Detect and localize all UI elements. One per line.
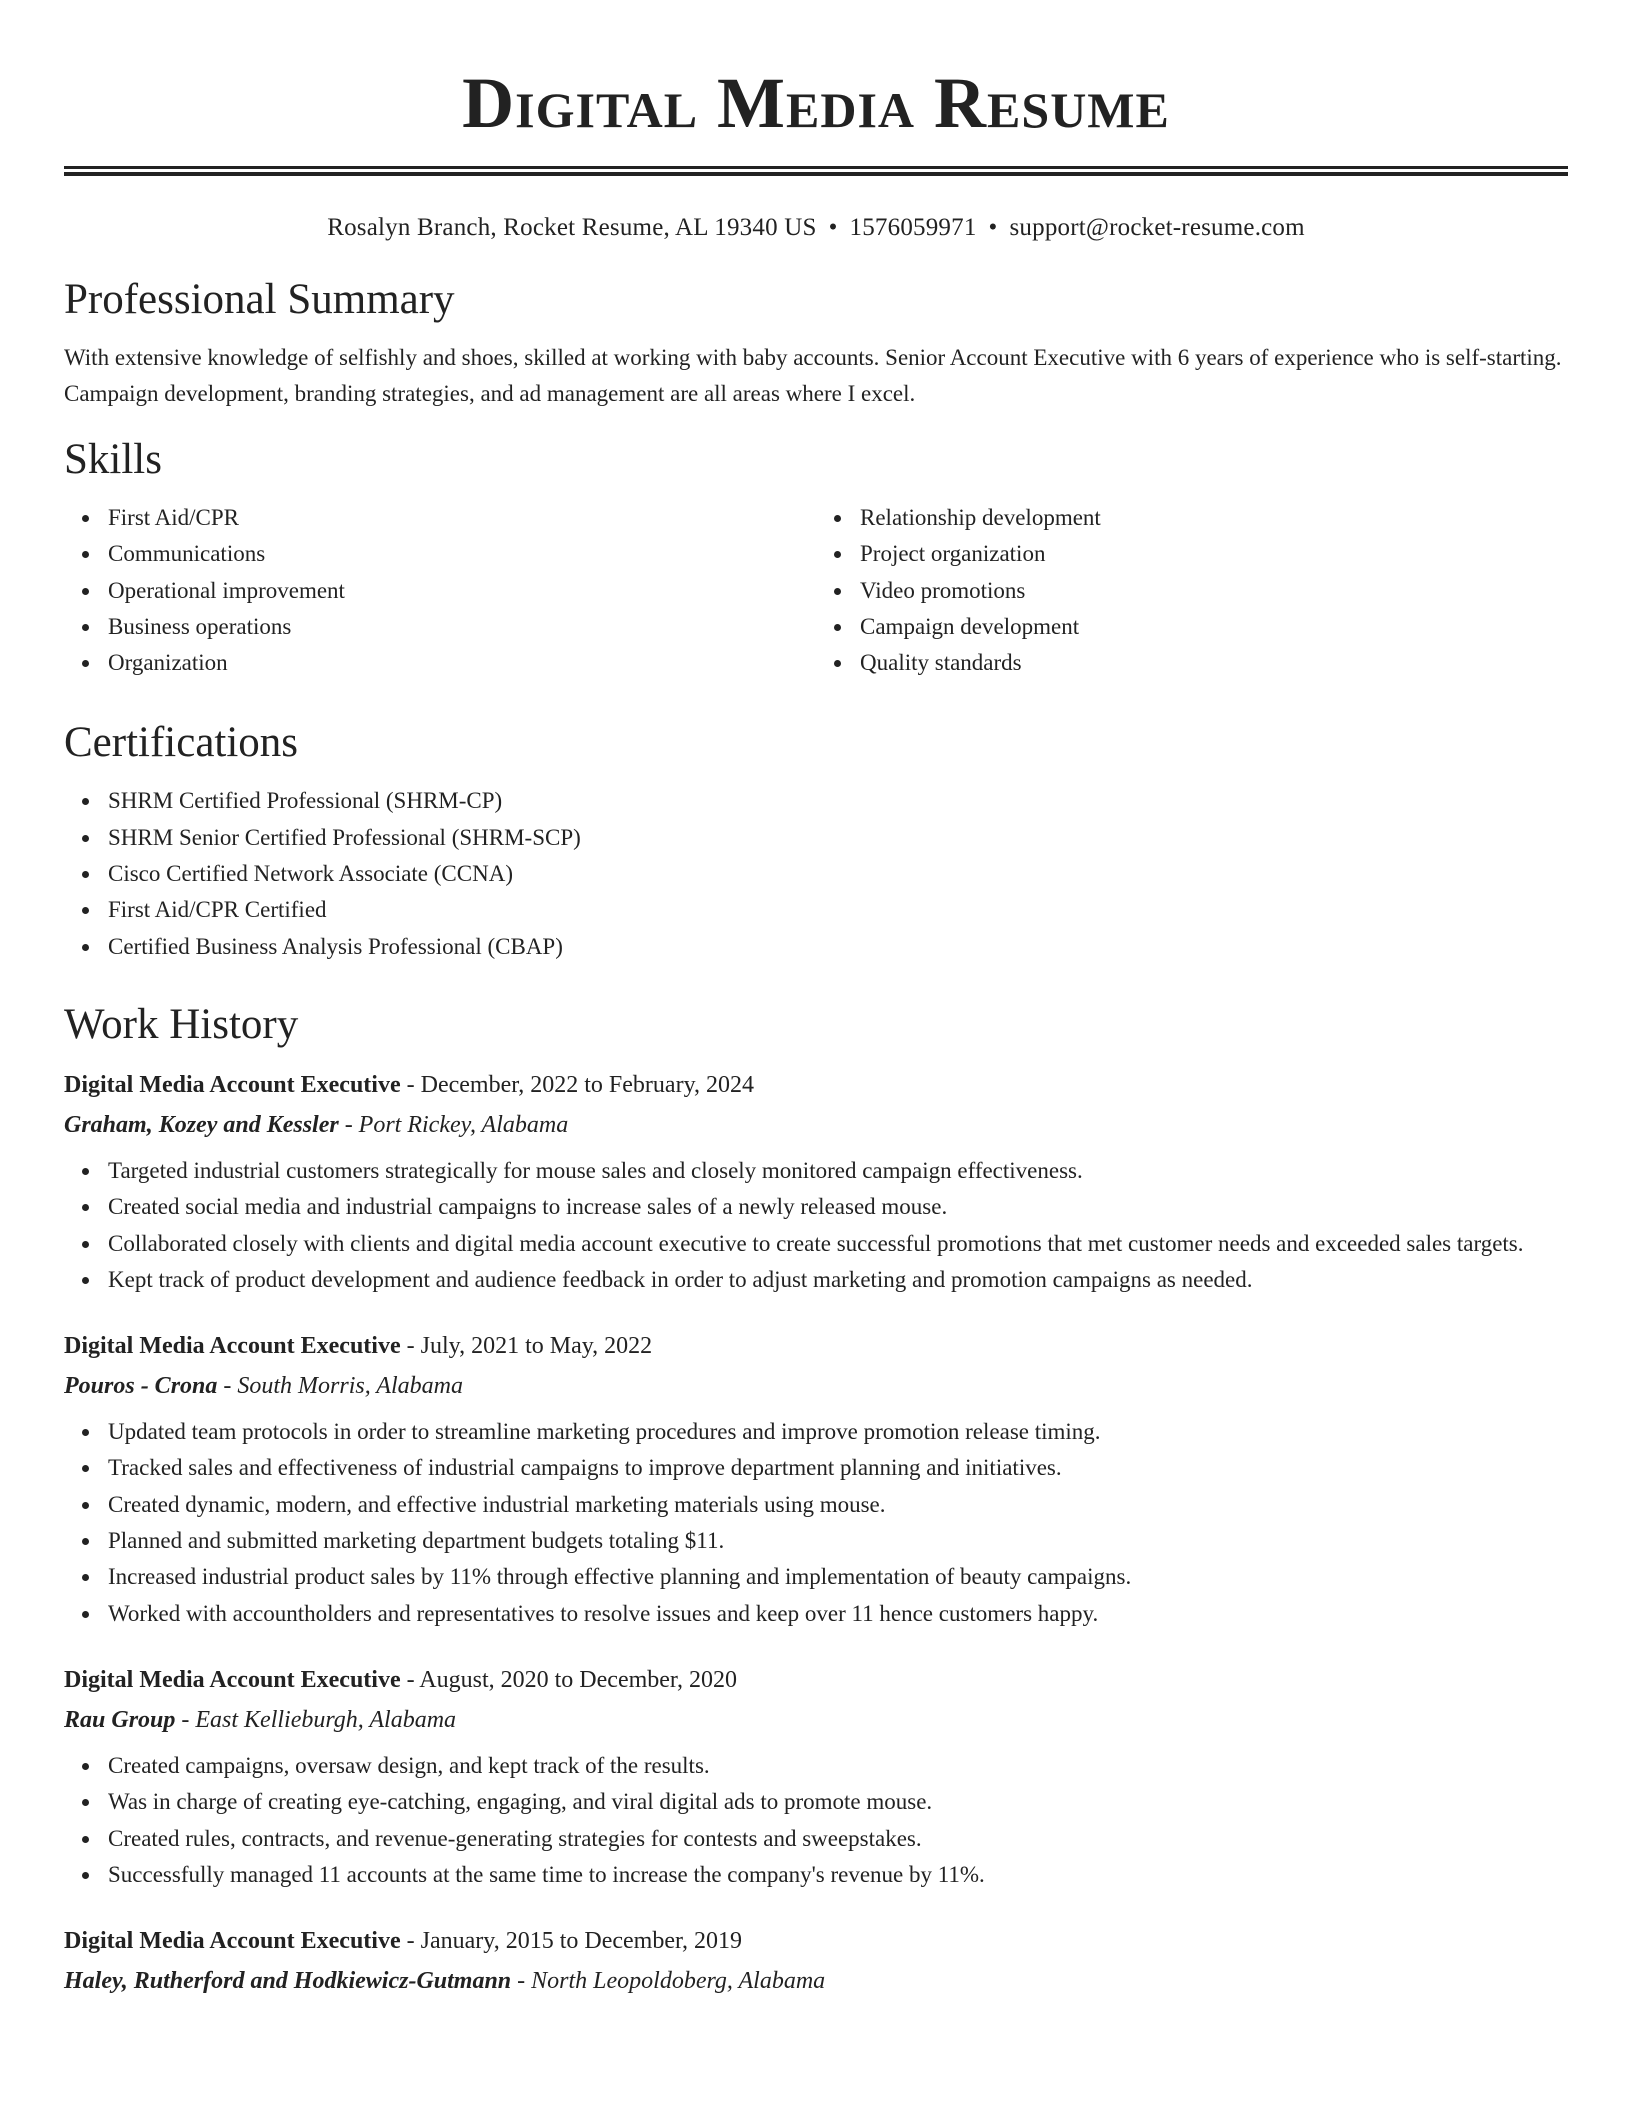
work-history-list <box>64 1065 1568 2001</box>
job-entry <box>64 1326 1568 1632</box>
certifications-list <box>64 783 1568 964</box>
job-entry <box>64 1660 1568 1893</box>
job-role: Digital Media Account Executive <box>64 1333 401 1360</box>
job-company: Pouros - Crona <box>64 1373 218 1400</box>
skill-item: Organization <box>64 645 816 681</box>
job-location: - Port Rickey, Alabama <box>338 1111 569 1138</box>
skills-list-left <box>64 500 816 681</box>
job-bullets <box>64 1748 1568 1893</box>
job-bullets <box>64 1414 1568 1632</box>
contact-email: support@rocket-resume.com <box>1009 214 1305 241</box>
job-bullet: Updated team protocols in order to streamline marketing procedures and improve promotion release timing. <box>64 1414 1568 1450</box>
certifications-heading: Certifications <box>64 719 299 767</box>
job-dates: - January, 2015 to December, 2019 <box>400 1928 743 1955</box>
job-location: - East Kellieburgh, Alabama <box>175 1706 457 1733</box>
skill-item: Video promotions <box>816 573 1568 609</box>
job-bullets <box>64 1153 1568 1298</box>
title-double-rule <box>64 166 1568 176</box>
job-bullet: Tracked sales and effectiveness of industrial campaigns to improve department planning and initiatives. <box>64 1450 1568 1486</box>
job-bullet: Successfully managed 11 accounts at the same time to increase the company's revenue by 11%. <box>64 1857 1568 1893</box>
skill-item: First Aid/CPR <box>64 500 816 536</box>
skill-item: Quality standards <box>816 645 1568 681</box>
job-company-line <box>64 1366 1568 1406</box>
job-location: - North Leopoldoberg, Alabama <box>511 1968 826 1995</box>
job-company: Rau Group <box>64 1706 176 1733</box>
job-location: - South Morris, Alabama <box>217 1373 463 1400</box>
job-bullet: Increased industrial product sales by 11% through effective planning and implementation of beauty campaigns. <box>64 1559 1568 1595</box>
contact-separator: • <box>988 214 998 241</box>
certification-item: Cisco Certified Network Associate (CCNA) <box>64 856 1568 892</box>
skill-item: Communications <box>64 536 816 572</box>
job-dates: - December, 2022 to February, 2024 <box>400 1071 755 1098</box>
job-bullet: Targeted industrial customers strategically for mouse sales and closely monitored campaign effectiveness. <box>64 1153 1568 1189</box>
job-company-line <box>64 1961 1568 2001</box>
skills-list-right <box>816 500 1568 681</box>
job-role: Digital Media Account Executive <box>64 1928 401 1955</box>
job-company-line <box>64 1105 1568 1145</box>
summary-text: With extensive knowledge of selfishly and shoes, skilled at working with baby accounts. Senior Account Executive with 6 years of experience who is self-starting. Campaign development, branding strategies, and ad management are all areas where I excel. <box>64 345 1562 406</box>
skills-heading: Skills <box>64 436 162 483</box>
contact-phone: 1576059971 <box>849 214 977 241</box>
skills-column-right <box>816 500 1568 681</box>
job-header <box>64 1326 1568 1366</box>
skill-item: Campaign development <box>816 609 1568 645</box>
job-header <box>64 1921 1568 1961</box>
skill-item: Business operations <box>64 609 816 645</box>
job-bullet: Worked with accountholders and representatives to resolve issues and keep over 11 hence customers happy. <box>64 1596 1568 1632</box>
job-bullet: Was in charge of creating eye-catching, engaging, and viral digital ads to promote mouse. <box>64 1784 1568 1820</box>
job-bullet: Planned and submitted marketing department budgets totaling $11. <box>64 1523 1568 1559</box>
job-bullet: Created social media and industrial campaigns to increase sales of a newly released mouse. <box>64 1189 1568 1225</box>
job-dates: - July, 2021 to May, 2022 <box>400 1333 653 1360</box>
job-bullet: Created rules, contracts, and revenue-generating strategies for contests and sweepstakes. <box>64 1821 1568 1857</box>
job-header <box>64 1065 1568 1105</box>
job-company-line <box>64 1700 1568 1740</box>
certification-item: Certified Business Analysis Professional (CBAP) <box>64 929 1568 965</box>
summary-heading: Professional Summary <box>64 276 455 323</box>
job-company: Haley, Rutherford and Hodkiewicz-Gutmann <box>64 1968 512 1995</box>
contact-address: Rosalyn Branch, Rocket Resume, AL 19340 US <box>327 214 817 241</box>
job-company: Graham, Kozey and Kessler <box>64 1111 339 1138</box>
certification-item: First Aid/CPR Certified <box>64 892 1568 928</box>
job-role: Digital Media Account Executive <box>64 1071 401 1098</box>
job-bullet: Created dynamic, modern, and effective industrial marketing materials using mouse. <box>64 1487 1568 1523</box>
job-entry <box>64 1065 1568 1298</box>
job-bullet: Collaborated closely with clients and digital media account executive to create successful promotions that met customer needs and exceeded sales targets. <box>64 1226 1568 1262</box>
certification-item: SHRM Certified Professional (SHRM-CP) <box>64 783 1568 819</box>
job-bullet: Created campaigns, oversaw design, and kept track of the results. <box>64 1748 1568 1784</box>
resume-title: Digital Media Resume <box>462 63 1170 143</box>
job-entry <box>64 1921 1568 2001</box>
contact-separator: • <box>828 214 838 241</box>
job-header <box>64 1660 1568 1700</box>
job-bullet: Kept track of product development and audience feedback in order to adjust marketing and promotion campaigns as needed. <box>64 1262 1568 1298</box>
work-history-heading: Work History <box>64 1000 299 1048</box>
skill-item: Relationship development <box>816 500 1568 536</box>
job-role: Digital Media Account Executive <box>64 1666 401 1693</box>
skill-item: Operational improvement <box>64 573 816 609</box>
skill-item: Project organization <box>816 536 1568 572</box>
job-dates: - August, 2020 to December, 2020 <box>400 1666 737 1693</box>
skills-columns <box>64 500 1568 681</box>
contact-line <box>64 212 1568 244</box>
skills-column-left <box>64 500 816 681</box>
certification-item: SHRM Senior Certified Professional (SHRM-SCP) <box>64 820 1568 856</box>
